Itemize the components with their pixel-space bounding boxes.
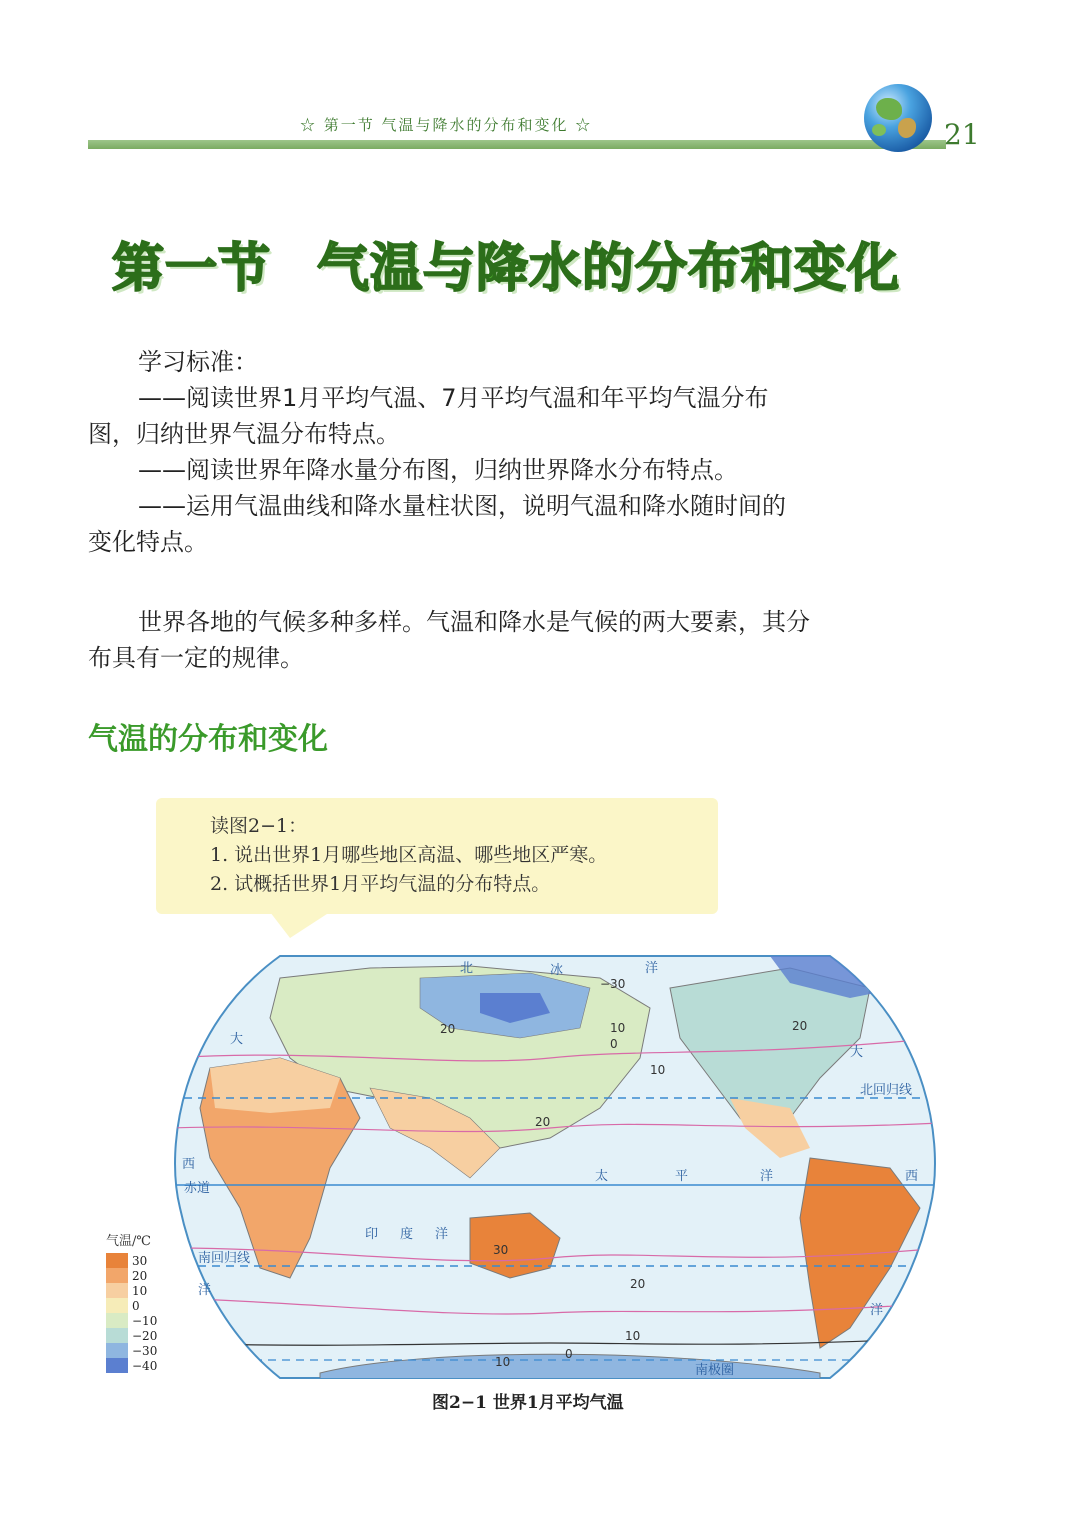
isotherm-label: 10 <box>650 1063 666 1077</box>
legend-swatch <box>106 1268 128 1283</box>
legend-label: 0 <box>132 1298 140 1313</box>
header-rule <box>88 140 946 149</box>
legend-swatch <box>106 1313 128 1328</box>
isotherm-label: 10 <box>495 1355 511 1369</box>
map-label-du: 度 <box>400 1227 414 1242</box>
globe-icon <box>864 84 932 152</box>
legend-item <box>106 1298 176 1313</box>
callout-item-2: 2. 试概括世界1月平均气温的分布特点。 <box>210 873 551 895</box>
callout-tail <box>270 912 330 938</box>
map-label-indian-yang: 洋 <box>435 1227 449 1242</box>
map-label-yin: 印 <box>365 1227 379 1242</box>
map-label-da-west: 大 <box>230 1032 244 1047</box>
legend-label: 10 <box>132 1283 148 1298</box>
map-label-da-east: 大 <box>850 1045 864 1060</box>
legend-item <box>106 1253 176 1268</box>
standard-item-3-line-1: ——运用气温曲线和降水量柱状图，说明气温和降水随时间的 <box>138 492 786 520</box>
legend-label: −40 <box>132 1358 158 1373</box>
legend-swatch <box>106 1328 128 1343</box>
legend-item <box>106 1358 176 1373</box>
standard-item-1-line-1: ——阅读世界1月平均气温、7月平均气温和年平均气温分布 <box>138 384 769 412</box>
isotherm-label: 0 <box>610 1037 618 1051</box>
legend-title: 气温/℃ <box>106 1234 151 1249</box>
learning-standards <box>88 344 828 560</box>
map-label-north: 北 <box>460 961 474 976</box>
legend-label: 30 <box>132 1253 148 1268</box>
standard-item-2: ——阅读世界年降水量分布图，归纳世界降水分布特点。 <box>138 456 738 484</box>
legend-label: −10 <box>132 1313 158 1328</box>
callout-text <box>210 812 607 899</box>
map-label-ice: 冰 <box>550 963 564 978</box>
legend-label: −30 <box>132 1343 158 1358</box>
isotherm-label: 20 <box>630 1277 646 1291</box>
map-label-tropic-north: 北回归线 <box>860 1083 913 1098</box>
map-label-ping: 平 <box>675 1169 689 1184</box>
temperature-legend <box>106 1230 176 1373</box>
callout-title: 读图2−1： <box>210 815 308 837</box>
map-label-pacific-yang: 洋 <box>760 1169 774 1184</box>
legend-item <box>106 1313 176 1328</box>
callout-item-1: 1. 说出世界1月哪些地区高温、哪些地区严寒。 <box>210 844 608 866</box>
standard-item-3-line-2: 变化特点。 <box>88 528 208 556</box>
isotherm-label: 10 <box>625 1329 641 1343</box>
isotherm-label: 10 <box>610 1021 626 1035</box>
isotherm-label: 30 <box>493 1243 509 1257</box>
isotherm-label: −30 <box>600 977 626 991</box>
map-label-xi-east: 西 <box>905 1169 919 1184</box>
figure-caption: 图2−1 世界1月平均气温 <box>432 1393 624 1413</box>
map-label-tropic-south: 南回归线 <box>198 1251 251 1266</box>
legend-item <box>106 1268 176 1283</box>
isotherm-label: 20 <box>440 1022 456 1036</box>
map-label-atlantic-yang-east: 洋 <box>870 1303 884 1318</box>
legend-label: −20 <box>132 1328 158 1343</box>
isotherm-label: 20 <box>535 1115 551 1129</box>
legend-swatch <box>106 1298 128 1313</box>
page-number: 21 <box>944 118 980 151</box>
map-label-antarctic-circle: 南极圈 <box>695 1363 735 1378</box>
map-label-xi-west: 西 <box>182 1157 196 1172</box>
legend-item <box>106 1343 176 1358</box>
legend-swatch <box>106 1283 128 1298</box>
section-title <box>112 226 900 301</box>
map-label-atlantic-yang-west: 洋 <box>198 1283 212 1298</box>
standards-heading: 学习标准： <box>138 348 258 376</box>
map-label-ocean: 洋 <box>645 961 659 976</box>
section-name: 气温与降水的分布和变化 <box>317 239 901 299</box>
intro-text: 世界各地的气候多种多样。气温和降水是气候的两大要素，其分布具有一定的规律。 <box>88 608 810 672</box>
section-number: 第一节 <box>112 239 272 299</box>
subsection-heading: 气温的分布和变化 <box>88 722 328 757</box>
map-label-tai: 太 <box>595 1169 609 1184</box>
isotherm-label: 20 <box>792 1019 808 1033</box>
legend-item <box>106 1283 176 1298</box>
world-temperature-map <box>170 948 940 1386</box>
legend-swatch <box>106 1253 128 1268</box>
running-header-title: ☆ 第一节 气温与降水的分布和变化 ☆ <box>300 116 593 134</box>
legend-swatch <box>106 1343 128 1358</box>
legend-label: 20 <box>132 1268 148 1283</box>
intro-paragraph <box>88 604 828 676</box>
map-label-equator: 赤道 <box>184 1181 211 1196</box>
standard-item-1-line-2: 图，归纳世界气温分布特点。 <box>88 420 400 448</box>
isotherm-label: 0 <box>565 1347 573 1361</box>
legend-swatch <box>106 1358 128 1373</box>
legend-item <box>106 1328 176 1343</box>
